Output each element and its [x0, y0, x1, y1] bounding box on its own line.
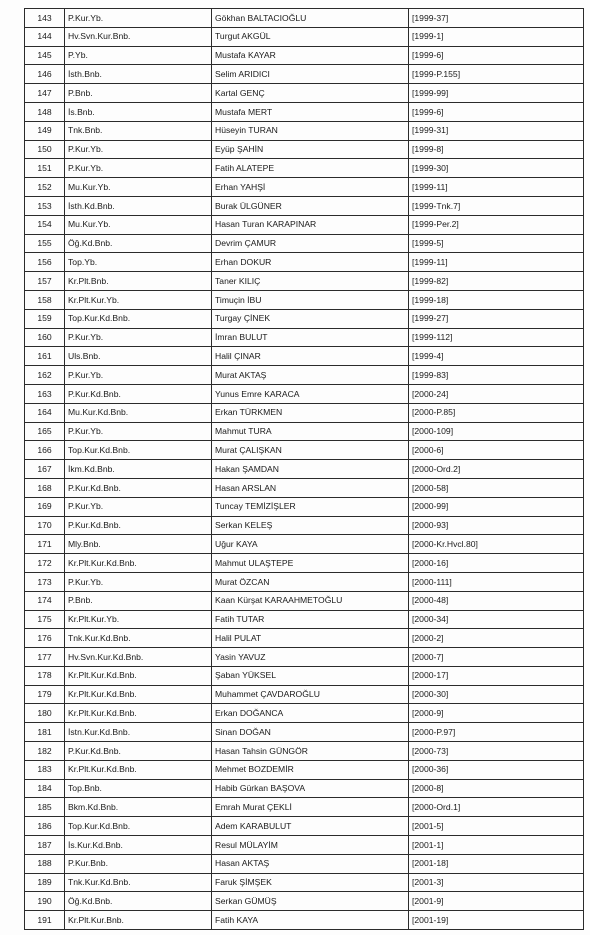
name-cell: Kartal GENÇ	[212, 84, 409, 103]
table-row	[25, 309, 584, 328]
rank-cell: Top.Kur.Kd.Bnb.	[65, 309, 212, 328]
name-cell: Mahmut ULAŞTEPE	[212, 554, 409, 573]
table-row	[25, 554, 584, 573]
row-number: 183	[25, 760, 65, 779]
name-cell: Burak ÜLGÜNER	[212, 196, 409, 215]
code-cell: [2000-P.97]	[409, 723, 584, 742]
row-number: 146	[25, 65, 65, 84]
code-cell: [2000-73]	[409, 742, 584, 761]
table-row	[25, 84, 584, 103]
row-number: 178	[25, 666, 65, 685]
table-row	[25, 46, 584, 65]
code-cell: [1999-18]	[409, 290, 584, 309]
table-row	[25, 591, 584, 610]
code-cell: [2000-Ord.1]	[409, 798, 584, 817]
table-row	[25, 178, 584, 197]
row-number: 156	[25, 253, 65, 272]
rank-cell: Mu.Kur.Yb.	[65, 178, 212, 197]
table-row	[25, 215, 584, 234]
rank-cell: Top.Yb.	[65, 253, 212, 272]
name-cell: Halil PULAT	[212, 629, 409, 648]
name-cell: Yasin YAVUZ	[212, 648, 409, 667]
code-cell: [1999-37]	[409, 9, 584, 28]
code-cell: [2001-18]	[409, 854, 584, 873]
row-number: 167	[25, 460, 65, 479]
rank-cell: P.Kur.Yb.	[65, 159, 212, 178]
table-row	[25, 798, 584, 817]
code-cell: [2001-5]	[409, 817, 584, 836]
name-cell: Murat AKTAŞ	[212, 366, 409, 385]
code-cell: [2000-48]	[409, 591, 584, 610]
table-row	[25, 196, 584, 215]
row-number: 171	[25, 535, 65, 554]
table-row	[25, 704, 584, 723]
rank-cell: İsth.Bnb.	[65, 65, 212, 84]
row-number: 191	[25, 911, 65, 930]
name-cell: Hasan AKTAŞ	[212, 854, 409, 873]
name-cell: Mahmut TURA	[212, 422, 409, 441]
name-cell: Mehmet BOZDEMİR	[212, 760, 409, 779]
rank-cell: P.Kur.Yb.	[65, 328, 212, 347]
row-number: 163	[25, 384, 65, 403]
code-cell: [1999-31]	[409, 121, 584, 140]
rank-cell: İkm.Kd.Bnb.	[65, 460, 212, 479]
code-cell: [2000-16]	[409, 554, 584, 573]
rank-cell: Mu.Kur.Kd.Bnb.	[65, 403, 212, 422]
table-row	[25, 610, 584, 629]
code-cell: [1999-82]	[409, 272, 584, 291]
name-cell: Taner KILIÇ	[212, 272, 409, 291]
name-cell: Fatih KAYA	[212, 911, 409, 930]
code-cell: [2000-36]	[409, 760, 584, 779]
table-row	[25, 347, 584, 366]
row-number: 154	[25, 215, 65, 234]
name-cell: Murat ÇALIŞKAN	[212, 441, 409, 460]
rank-cell: P.Kur.Kd.Bnb.	[65, 516, 212, 535]
code-cell: [1999-Tnk.7]	[409, 196, 584, 215]
table-row	[25, 892, 584, 911]
table-row	[25, 403, 584, 422]
table-row	[25, 253, 584, 272]
rank-cell: İstn.Kur.Kd.Bnb.	[65, 723, 212, 742]
rank-cell: P.Kur.Yb.	[65, 9, 212, 28]
name-cell: Hasan Tahsin GÜNGÖR	[212, 742, 409, 761]
row-number: 188	[25, 854, 65, 873]
code-cell: [1999-8]	[409, 140, 584, 159]
rank-cell: Kr.Plt.Kur.Kd.Bnb.	[65, 554, 212, 573]
row-number: 150	[25, 140, 65, 159]
row-number: 168	[25, 478, 65, 497]
code-cell: [2000-24]	[409, 384, 584, 403]
name-cell: Hasan ARSLAN	[212, 478, 409, 497]
row-number: 184	[25, 779, 65, 798]
code-cell: [1999-Per.2]	[409, 215, 584, 234]
row-number: 182	[25, 742, 65, 761]
rank-cell: Kr.Plt.Kur.Bnb.	[65, 911, 212, 930]
row-number: 173	[25, 572, 65, 591]
rank-cell: Top.Kur.Kd.Bnb.	[65, 817, 212, 836]
rank-cell: Öğ.Kd.Bnb.	[65, 234, 212, 253]
name-cell: Resul MÜLAYİM	[212, 836, 409, 855]
name-cell: Selim ARIDICI	[212, 65, 409, 84]
code-cell: [2000-58]	[409, 478, 584, 497]
table-row	[25, 516, 584, 535]
name-cell: Fatih ALATEPE	[212, 159, 409, 178]
table-row	[25, 328, 584, 347]
table-row	[25, 779, 584, 798]
rank-cell: P.Kur.Kd.Bnb.	[65, 384, 212, 403]
rank-cell: Hv.Svn.Kur.Bnb.	[65, 27, 212, 46]
code-cell: [2000-6]	[409, 441, 584, 460]
table-row	[25, 102, 584, 121]
table-row	[25, 535, 584, 554]
code-cell: [2000-2]	[409, 629, 584, 648]
table-row	[25, 648, 584, 667]
row-number: 170	[25, 516, 65, 535]
code-cell: [1999-6]	[409, 46, 584, 65]
name-cell: Erhan YAHŞİ	[212, 178, 409, 197]
table-row	[25, 873, 584, 892]
name-cell: Yunus Emre KARACA	[212, 384, 409, 403]
row-number: 152	[25, 178, 65, 197]
row-number: 189	[25, 873, 65, 892]
rank-cell: İsth.Kd.Bnb.	[65, 196, 212, 215]
rank-cell: P.Kur.Yb.	[65, 366, 212, 385]
name-cell: Muhammet ÇAVDAROĞLU	[212, 685, 409, 704]
name-cell: Gökhan BALTACIOĞLU	[212, 9, 409, 28]
code-cell: [1999-1]	[409, 27, 584, 46]
row-number: 158	[25, 290, 65, 309]
name-cell: Uğur KAYA	[212, 535, 409, 554]
table-row	[25, 384, 584, 403]
rank-cell: P.Kur.Bnb.	[65, 854, 212, 873]
table-row	[25, 742, 584, 761]
name-cell: Hasan Turan KARAPINAR	[212, 215, 409, 234]
code-cell: [1999-83]	[409, 366, 584, 385]
name-cell: Fatih TUTAR	[212, 610, 409, 629]
code-cell: [2000-P.85]	[409, 403, 584, 422]
row-number: 186	[25, 817, 65, 836]
name-cell: Devrim ÇAMUR	[212, 234, 409, 253]
rank-cell: Kr.Plt.Bnb.	[65, 272, 212, 291]
code-cell: [2001-1]	[409, 836, 584, 855]
name-cell: Şaban YÜKSEL	[212, 666, 409, 685]
row-number: 190	[25, 892, 65, 911]
rank-cell: P.Bnb.	[65, 84, 212, 103]
name-cell: Erkan TÜRKMEN	[212, 403, 409, 422]
row-number: 180	[25, 704, 65, 723]
rank-cell: Tnk.Kur.Kd.Bnb.	[65, 873, 212, 892]
code-cell: [1999-99]	[409, 84, 584, 103]
rank-cell: P.Kur.Kd.Bnb.	[65, 478, 212, 497]
name-cell: Hakan ŞAMDAN	[212, 460, 409, 479]
code-cell: [2000-17]	[409, 666, 584, 685]
row-number: 175	[25, 610, 65, 629]
rank-cell: Kr.Plt.Kur.Kd.Bnb.	[65, 760, 212, 779]
table-row	[25, 817, 584, 836]
rank-cell: Top.Bnb.	[65, 779, 212, 798]
rank-cell: Tnk.Bnb.	[65, 121, 212, 140]
name-cell: Turgut AKGÜL	[212, 27, 409, 46]
code-cell: [2000-9]	[409, 704, 584, 723]
table-row	[25, 629, 584, 648]
rank-cell: Tnk.Kur.Kd.Bnb.	[65, 629, 212, 648]
table-row	[25, 234, 584, 253]
rank-cell: İs.Kur.Kd.Bnb.	[65, 836, 212, 855]
rank-cell: Mly.Bnb.	[65, 535, 212, 554]
table-row	[25, 441, 584, 460]
code-cell: [2000-7]	[409, 648, 584, 667]
code-cell: [1999-5]	[409, 234, 584, 253]
rank-cell: Öğ.Kd.Bnb.	[65, 892, 212, 911]
personnel-table	[24, 8, 584, 930]
name-cell: Erkan DOĞANCA	[212, 704, 409, 723]
table-row	[25, 290, 584, 309]
row-number: 172	[25, 554, 65, 573]
table-row	[25, 760, 584, 779]
code-cell: [1999-6]	[409, 102, 584, 121]
row-number: 159	[25, 309, 65, 328]
row-number: 166	[25, 441, 65, 460]
name-cell: Mustafa KAYAR	[212, 46, 409, 65]
name-cell: Timuçin İBU	[212, 290, 409, 309]
rank-cell: Kr.Plt.Kur.Yb.	[65, 290, 212, 309]
name-cell: Halil ÇINAR	[212, 347, 409, 366]
code-cell: [2000-Ord.2]	[409, 460, 584, 479]
row-number: 147	[25, 84, 65, 103]
table-row	[25, 272, 584, 291]
code-cell: [2000-34]	[409, 610, 584, 629]
code-cell: [2000-8]	[409, 779, 584, 798]
name-cell: Adem KARABULUT	[212, 817, 409, 836]
row-number: 165	[25, 422, 65, 441]
rank-cell: Kr.Plt.Kur.Kd.Bnb.	[65, 685, 212, 704]
name-cell: Emrah Murat ÇEKLİ	[212, 798, 409, 817]
name-cell: Tuncay TEMİZİŞLER	[212, 497, 409, 516]
row-number: 149	[25, 121, 65, 140]
name-cell: Turgay ÇİNEK	[212, 309, 409, 328]
table-row	[25, 460, 584, 479]
table-row	[25, 911, 584, 930]
row-number: 181	[25, 723, 65, 742]
rank-cell: Bkm.Kd.Bnb.	[65, 798, 212, 817]
table-row	[25, 422, 584, 441]
row-number: 187	[25, 836, 65, 855]
table-row	[25, 65, 584, 84]
table-row	[25, 140, 584, 159]
table-row	[25, 572, 584, 591]
row-number: 169	[25, 497, 65, 516]
name-cell: Habib Gürkan BAŞOVA	[212, 779, 409, 798]
rank-cell: P.Kur.Yb.	[65, 140, 212, 159]
code-cell: [2000-111]	[409, 572, 584, 591]
row-number: 155	[25, 234, 65, 253]
name-cell: Serkan GÜMÜŞ	[212, 892, 409, 911]
rank-cell: Kr.Plt.Kur.Yb.	[65, 610, 212, 629]
table-row	[25, 497, 584, 516]
code-cell: [1999-4]	[409, 347, 584, 366]
rank-cell: Uls.Bnb.	[65, 347, 212, 366]
row-number: 148	[25, 102, 65, 121]
code-cell: [2001-3]	[409, 873, 584, 892]
personnel-table-body	[25, 9, 584, 930]
rank-cell: P.Kur.Yb.	[65, 422, 212, 441]
code-cell: [2001-19]	[409, 911, 584, 930]
row-number: 174	[25, 591, 65, 610]
rank-cell: P.Yb.	[65, 46, 212, 65]
row-number: 157	[25, 272, 65, 291]
table-row	[25, 27, 584, 46]
table-row	[25, 836, 584, 855]
name-cell: Hüseyin TURAN	[212, 121, 409, 140]
row-number: 164	[25, 403, 65, 422]
row-number: 179	[25, 685, 65, 704]
row-number: 177	[25, 648, 65, 667]
table-row	[25, 723, 584, 742]
name-cell: Sinan DOĞAN	[212, 723, 409, 742]
row-number: 144	[25, 27, 65, 46]
code-cell: [2000-109]	[409, 422, 584, 441]
rank-cell: P.Kur.Yb.	[65, 572, 212, 591]
code-cell: [1999-11]	[409, 178, 584, 197]
rank-cell: P.Kur.Kd.Bnb.	[65, 742, 212, 761]
row-number: 161	[25, 347, 65, 366]
table-row	[25, 159, 584, 178]
code-cell: [1999-11]	[409, 253, 584, 272]
table-row	[25, 9, 584, 28]
row-number: 145	[25, 46, 65, 65]
row-number: 162	[25, 366, 65, 385]
row-number: 153	[25, 196, 65, 215]
rank-cell: P.Bnb.	[65, 591, 212, 610]
name-cell: Eyüp ŞAHİN	[212, 140, 409, 159]
rank-cell: Kr.Plt.Kur.Kd.Bnb.	[65, 666, 212, 685]
name-cell: Faruk ŞİMŞEK	[212, 873, 409, 892]
code-cell: [1999-27]	[409, 309, 584, 328]
code-cell: [2000-30]	[409, 685, 584, 704]
row-number: 160	[25, 328, 65, 347]
name-cell: Serkan KELEŞ	[212, 516, 409, 535]
name-cell: Erhan DOKUR	[212, 253, 409, 272]
rank-cell: Top.Kur.Kd.Bnb.	[65, 441, 212, 460]
row-number: 143	[25, 9, 65, 28]
table-row	[25, 666, 584, 685]
name-cell: Murat ÖZCAN	[212, 572, 409, 591]
rank-cell: P.Kur.Yb.	[65, 497, 212, 516]
table-row	[25, 685, 584, 704]
table-row	[25, 478, 584, 497]
table-row	[25, 366, 584, 385]
rank-cell: Hv.Svn.Kur.Kd.Bnb.	[65, 648, 212, 667]
code-cell: [2001-9]	[409, 892, 584, 911]
rank-cell: Kr.Plt.Kur.Kd.Bnb.	[65, 704, 212, 723]
code-cell: [1999-112]	[409, 328, 584, 347]
code-cell: [2000-99]	[409, 497, 584, 516]
row-number: 176	[25, 629, 65, 648]
rank-cell: Mu.Kur.Yb.	[65, 215, 212, 234]
name-cell: Kaan Kürşat KARAAHMETOĞLU	[212, 591, 409, 610]
code-cell: [2000-Kr.Hvcl.80]	[409, 535, 584, 554]
code-cell: [1999-30]	[409, 159, 584, 178]
table-row	[25, 121, 584, 140]
row-number: 185	[25, 798, 65, 817]
rank-cell: İs.Bnb.	[65, 102, 212, 121]
code-cell: [1999-P.155]	[409, 65, 584, 84]
name-cell: Mustafa MERT	[212, 102, 409, 121]
table-row	[25, 854, 584, 873]
name-cell: İmran BULUT	[212, 328, 409, 347]
code-cell: [2000-93]	[409, 516, 584, 535]
row-number: 151	[25, 159, 65, 178]
